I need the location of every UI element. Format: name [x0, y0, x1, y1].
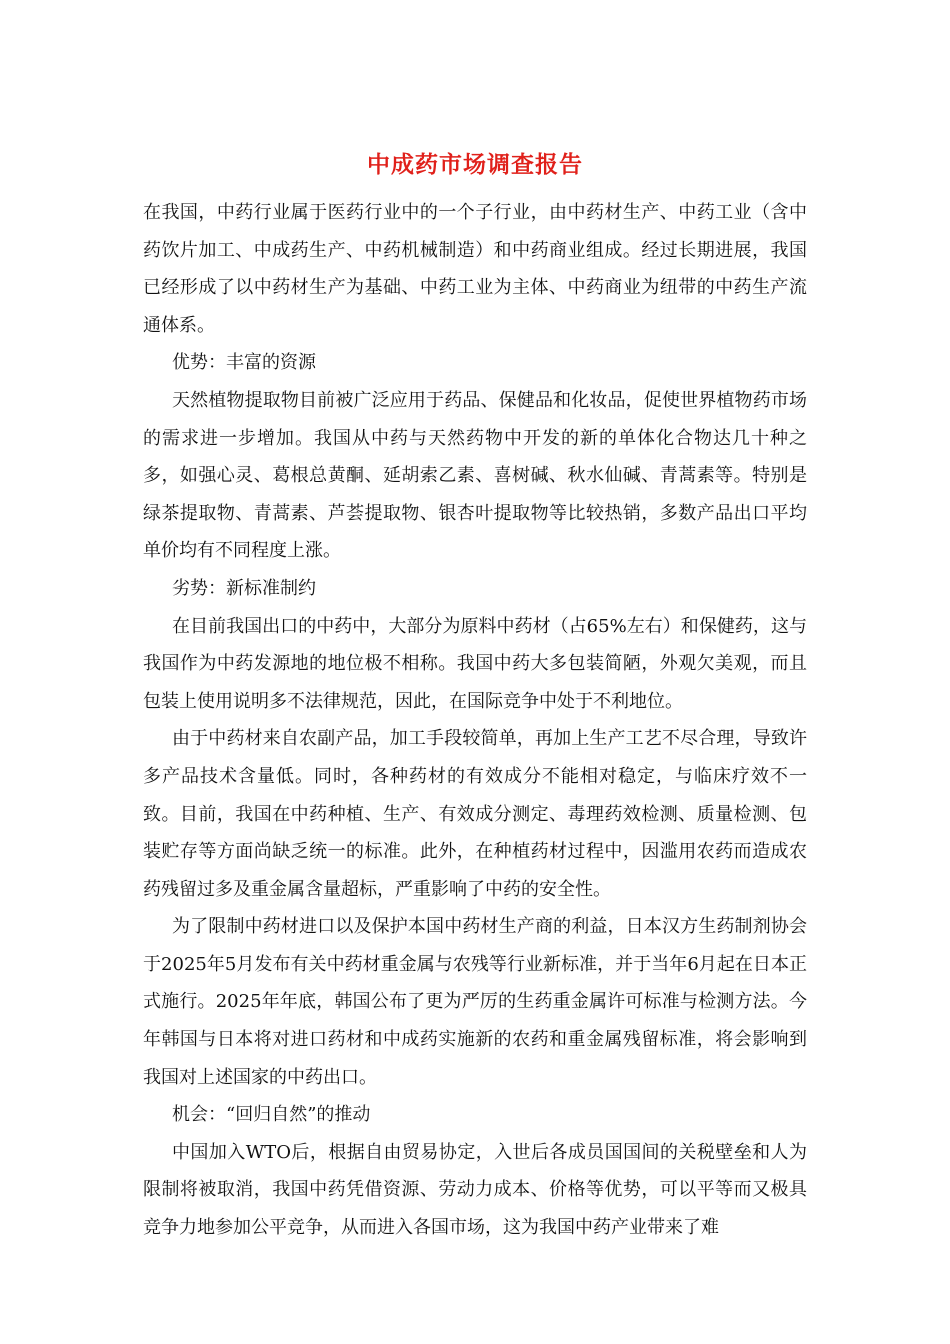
- document-body: [143, 194, 807, 1247]
- document-page: [143, 148, 807, 1247]
- document-title: 中成药市场调查报告: [367, 151, 583, 178]
- heading-weaknesses: 劣势：新标准制约: [172, 577, 316, 599]
- heading-strengths: 优势：丰富的资源: [172, 352, 316, 374]
- paragraph-strengths: 天然植物提取物目前被广泛应用于药品、保健品和化妆品，促使世界植物药市场的需求进一步增加。我国从中药与天然药物中开发的新的单体化合物达几十种之多，如强心灵、葛根总黄酮、延胡索乙素、喜树碱、秋水仙碱、青蒿素等。特别是绿茶提取物、青蒿素、芦荟提取物、银杏叶提取物等比较热销，多数产品出口平均单价均有不同程度上涨。: [143, 389, 807, 562]
- paragraph-weaknesses-export: 在目前我国出口的中药中，大部分为原料中药材（占65%左右）和保健药，这与我国作为中药发源地的地位极不相称。我国中药大多包装简陋，外观欠美观，而且包装上使用说明多不法律规范，因此，在国际竞争中处于不利地位。: [143, 615, 807, 712]
- paragraph-weaknesses-standards: 为了限制中药材进口以及保护本国中药材生产商的利益，日本汉方生药制剂协会于2025年5月发布有关中药材重金属与农残等行业新标准，并于当年6月起在日本正式施行。2025年年底，韩国公布了更为严厉的生药重金属许可标准与检测方法。今年韩国与日本将对进口药材和中成药实施新的农药和重金属残留标准，将会影响到我国对上述国家的中药出口。: [143, 916, 807, 1088]
- paragraph-weaknesses-quality: 由于中药材来自农副产品，加工手段较简单，再加上生产工艺不尽合理，导致许多产品技术含量低。同时，各种药材的有效成分不能相对稳定，与临床疗效不一致。目前，我国在中药种植、生产、有效成分测定、毒理药效检测、质量检测、包装贮存等方面尚缺乏统一的标准。此外，在种植药材过程中，因滥用农药而造成农药残留过多及重金属含量超标，严重影响了中药的安全性。: [143, 728, 807, 900]
- paragraph-opportunities: 中国加入WTO后，根据自由贸易协定，入世后各成员国国间的关税壁垒和人为限制将被取消，我国中药凭借资源、劳动力成本、价格等优势，可以平等而又极具竞争力地参加公平竞争，从而进入各国市场，这为我国中药产业带来了难: [143, 1141, 807, 1239]
- paragraph-intro: 在我国，中药行业属于医药行业中的一个子行业，由中药材生产、中药工业（含中药饮片加工、中成药生产、中药机械制造）和中药商业组成。经过长期进展，我国已经形成了以中药材生产为基础、中药工业为主体、中药商业为纽带的中药生产流通体系。: [143, 202, 807, 336]
- heading-opportunities: 机会：“回归自然”的推动: [172, 1104, 371, 1126]
